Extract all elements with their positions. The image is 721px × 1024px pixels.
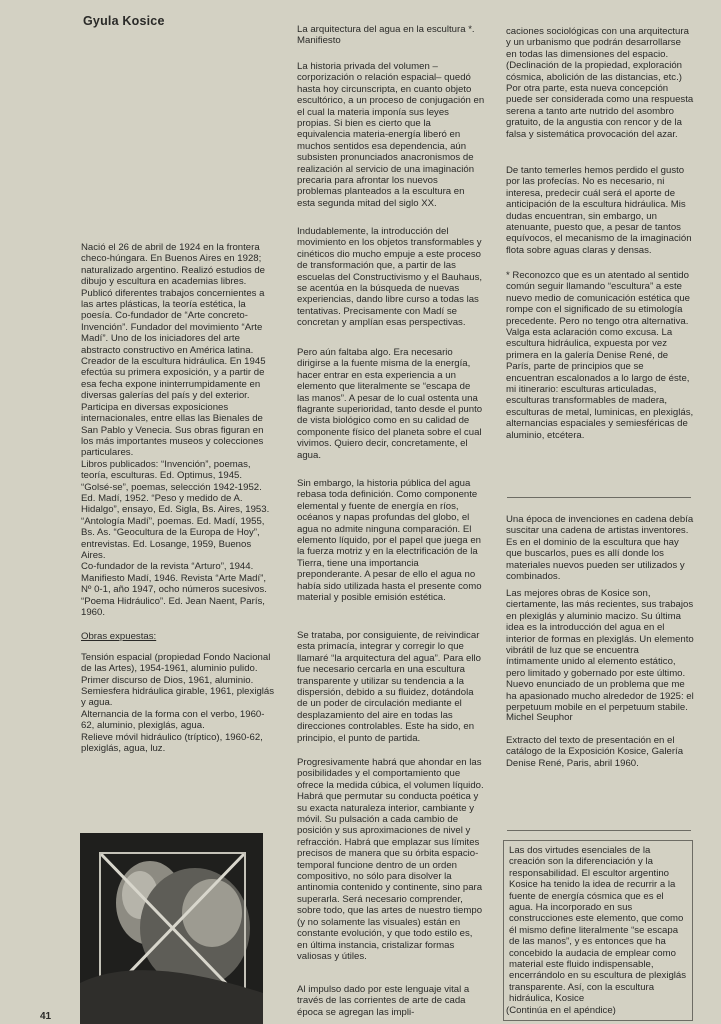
manifesto-paragraph: Sin embargo, la historia pública del agua rebasa toda definición. Como componente elemental y fuente de energía en ríos, océanos y napas profundas del globo, el agua no admite ninguna comparación. El elemento líquido, por el papel que juega en la fuerza motriz y en la electrificación de la Tierra, tiene una importancia preponderante. A pesar de ello el agua no había sido utilizada hasta el presente como material y posible emisión estética. — [297, 478, 482, 604]
manifesto-paragraph: De tanto temerles hemos perdido el gusto por las profecías. No es necesario, ni interesa, predecir cuál será el aporte de anticipación de la escultura hidráulica. Mis dudas encuentran, sin embargo, un atenuante, puesto que, a pesar de tantos equívocos, el mecanismo de la imaginación flota sobre aguas claras y densas. — [506, 165, 692, 256]
seuphor-paragraph: Una época de invenciones en cadena debía suscitar una cadena de artistas inventores. Es en el dominio de la escultura que hay que buscarlos, pues es allí donde los materiales nuevos pueden ser utilizados y combinados. — [506, 514, 694, 583]
source-note: Extracto del texto de presentación en el catálogo de la Exposición Kosice, Galería Denise René, Paris, abril 1960. — [506, 735, 684, 769]
works-item: Alternancia de la forma con el verbo, 1960-62, aluminio, plexiglás, agua. — [81, 708, 265, 732]
sculpture-photo-image — [80, 833, 263, 1024]
column-middle — [287, 0, 485, 1024]
continued-note: (Continúa en el apéndice) — [506, 1005, 616, 1016]
works-list — [81, 652, 275, 755]
manifesto-paragraph: Progresivamente habrá que ahondar en las posibilidades y el comportamiento que ofrece la medida cúbica, el volumen líquido. Habrá que permutar su conducta poética y su exacta naturaleza interior, cambiante y móvil. Su pulsación a cada cambio de posición y sus aproximaciones de nivel y refracción. Habrá que emplazar sus límites precisos de manera que su órbita espacio-temporal funcione dentro de un orden compositivo, no sólo para disolver la antinomia contenido y continente, sino para superarla. Será necesario comprender, sobre todo, que las artes de nuestro tiempo (y no solamente las visuales) están en constante evolución, y que todo estilo es, en última instancia, cristalizar formas valiosas y útiles. — [297, 757, 484, 962]
works-item: Relieve móvil hidráulico (tríptico), 1960-62, plexiglás, agua, luz. — [81, 731, 263, 755]
manifesto-paragraph: Al impulso dado por este lenguaje vital a través de las corrientes de arte de cada época se agregan las impli- — [297, 984, 470, 1018]
manifesto-footnote: * Reconozco que es un atentado al sentido común seguir llamando “escultura” a este nuevo medio de comunicación estética que rompe con el significado de su etimología precedente. Pero no tengo otra alternativa. Valga esta aclaración como excusa. La escultura hidráulica, expuesta por vez primera en la galería Denise René, de París, parte de principios que se encuentran escalonados a lo largo de éste, mi itinerario: esculturas articuladas, esculturas transformables de madera, esculturas de metal, luminicas, en plexiglás, alternancias espaciales y semiesféricas de aluminio, etcétera. — [506, 270, 694, 441]
quote-box-text: Las dos virtudes esenciales de la creación son la diferenciación y la responsabilidad. El escultor argentino Kosice ha tenido la idea de recurrir a la fuente de energía cósmica que es el agua. Ha incorporado en sus construcciones este elemento, que como él mismo define literalmente “se escapa de las manos”, y es entonces que ha concebido la audacia de emplear como material este fluido indispensable, encerrándolo en su escultura de plexiglás transparente. Así, con la escultura hidráulica, Kosice — [509, 845, 687, 1005]
divider-rule — [507, 497, 691, 498]
manifesto-paragraph: Indudablemente, la introducción del movimiento en los objetos transformables y cinéticos dio mucho empuje a este proceso de transformación que, a partir de las escuelas del Constructivismo y el Bauhaus, se acentúa en la búsqueda de nuevas experiencias, dando libre curso a todas las tentativas. Precisamente con Madí se concretan y amplían esas perspectivas. — [297, 226, 483, 329]
column-right — [500, 0, 696, 1024]
works-item: Primer discurso de Dios, 1961, aluminio. — [81, 674, 254, 686]
bio-paragraph: Nació el 26 de abril de 1924 en la frontera checo-húngara. En Buenos Aires en 1928; naturalizado argentino. Realizó estudios de dibujo y escultura en academias libres. Publicó diferentes trabajos concernientes a las artes plásticas, la teoría estética, la poesía. Co-fundador de “Arte concreto-Invención”. Fundador del movimiento “Arte Madí”. Uno de los iniciadores del arte abstracto constructivo en América latina. Creador de la escultura hidráulica. En 1945 efectúa su primera exposición, y a partir de esa fecha expone ininterrumpidamente en diversas galerías del país y del exterior. Participa en diversas exposiciones internacionales, entre ellas las Bienales de San Pablo y Venecia. Sus obras figuran en los más importantes museos y colecciones particulares. — [81, 242, 266, 459]
works-item: Tensión espacial (propiedad Fondo Nacional de las Artes), 1954-1961, aluminio pulido. — [81, 651, 271, 675]
signature: Michel Seuphor — [506, 712, 573, 723]
author-heading: Gyula Kosice — [83, 14, 165, 28]
manifesto-paragraph: La historia privada del volumen –corporización o relación espacial– quedó hasta hoy circunscripta, en cuanto objeto escultórico, a un proceso de conjugación en el cual la materia imponía sus leyes propias. Si bien es cierto que la equivalencia materia-energía liberó en muchos sentidos esa dependencia, aún subsisten pronunciados anacronismos de realización al servicio de una imaginación precaria para afrontar los nuevos problemas planteados a la escultura en esta segunda mitad del siglo XX. — [297, 61, 485, 209]
books-paragraph: Libros publicados: “Invención”, poemas, teoría, esculturas. Ed. Optimus, 1945. “Golsé-se”, poemas, selección 1942-1952. Ed. Madí, 1952. “Peso y medido de A. Hidalgo”, ensayo, Ed. Sigla, Bs. Aires, 1953. “Antología Madí”, poemas. Ed. Madí, 1955, Bs. As. “Geocultura de la Europa de Hoy”, entrevistas. Ed. Losange, 1959, Buenos Aires. — [81, 458, 270, 561]
manifesto-paragraph: caciones sociológicas con una arquitectura y un urbanismo que podrán desarrollarse en todas las dimensiones del espacio. (Declinación de la propiedad, exploración cósmica, abolición de las distancias, etc.) Por otra parte, esta nueva concepción puede ser considerada como una respuesta serena a tanto arte nutrido del asombro gratuito, de la angustia con rencor y de la falsa y sistemática provocación del azar. — [506, 26, 694, 140]
manifesto-paragraph: Se trataba, por consiguiente, de reivindicar esta primacía, integrar y corregir lo que llamaré “la arquitectura del agua”. Para ello fue necesario cercarla en una escultura transparente y utilizar su tendencia a la dispersión, debido a su fluidez, dotándola de un poder de circulación mediante el desplazamiento del aire en todas las direcciones controlables. Este ha sido, en principio, el punto de partida. — [297, 630, 481, 744]
quote-box — [503, 840, 693, 1021]
works-item: Semiesfera hidráulica girable, 1961, plexiglás y agua. — [81, 686, 275, 709]
seuphor-paragraph: Las mejores obras de Kosice son, ciertamente, las más recientes, sus trabajos en plexiglás y aluminio macizo. Su última idea es la introducción del agua en el interior de formas en plexiglás. Un elemento vibrátil de luz que se encuentra íntimamente unido al elemento estático, pero limitado y gobernado por este último. Nuevo enunciado de un problema que me ha apasionado mucho alrededor de 1925: el perpetuum mobile en el perpetuum stabile. — [506, 588, 694, 714]
works-heading: Obras expuestas: — [81, 631, 157, 643]
page-number: 41 — [40, 1011, 52, 1022]
author-biography — [81, 242, 275, 754]
divider-rule — [507, 830, 691, 831]
manifesto-title: La arquitectura del agua en la escultura *. Manifiesto — [297, 24, 475, 47]
manifesto-paragraph: Pero aún faltaba algo. Era necesario dirigirse a la fuente misma de la energía, hacer entrar en esta experiencia a un elemento que literalmente se “escapa de las manos”. A pesar de lo cual ostenta una flagrante superioridad, tanto desde el punto de vista biológico como en su calidad de componente físico del planeta sobre el cual vivimos. Quiero decir, concretamente, el agua. — [297, 347, 483, 461]
magazine-paragraph: Co-fundador de la revista “Arturo”, 1944. Manifiesto Madí, 1946. Revista “Arte Madí”, Nº 0-1, año 1947, ocho números sucesivos. “Poema Hidráulico”. Ed. Jean Naent, París, 1960. — [81, 561, 267, 618]
sculpture-photo — [80, 833, 263, 1024]
